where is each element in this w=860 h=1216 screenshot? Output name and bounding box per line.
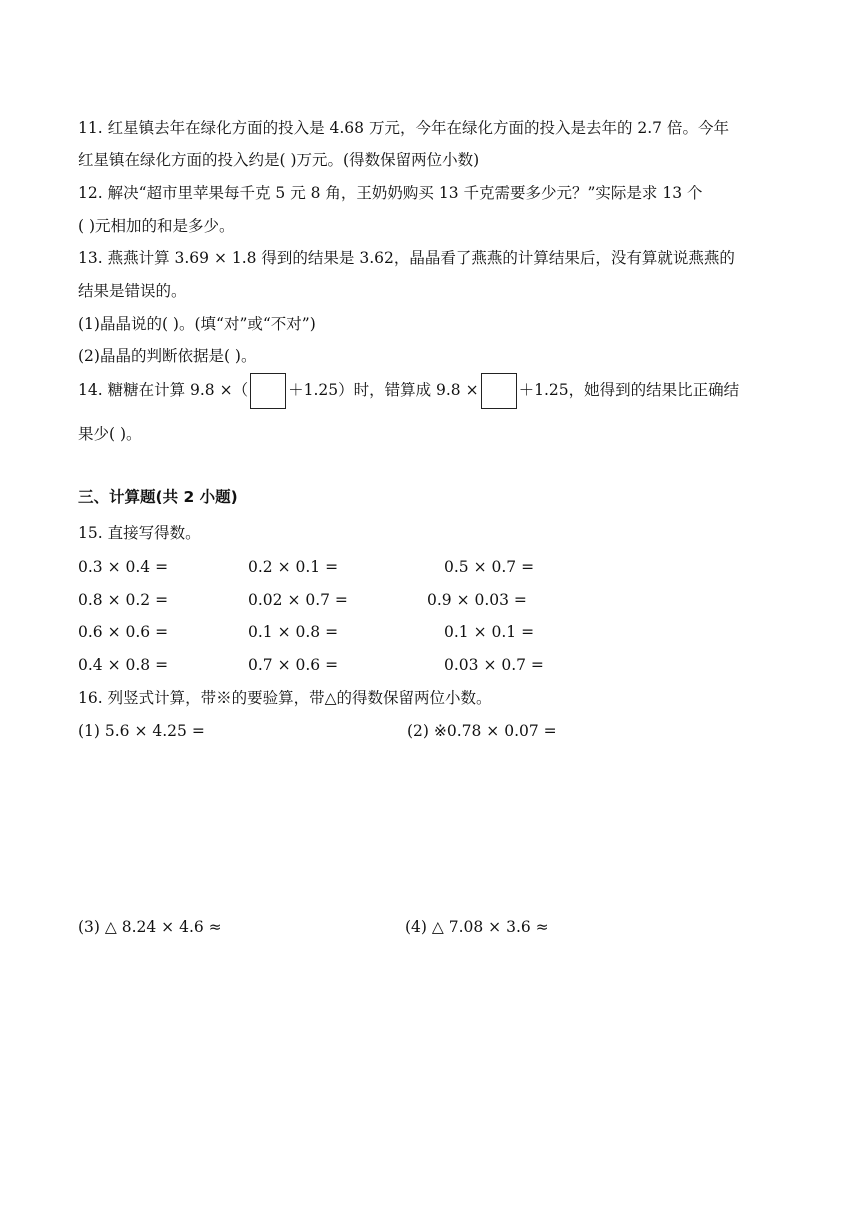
q13-line2: 结果是错误的。 — [78, 282, 187, 300]
q15-cell: 0.2 × 0.1 = — [248, 558, 339, 576]
q16-item: (1) 5.6 × 4.25 = — [78, 722, 205, 740]
q14-part1: 14. 糖糖在计算 9.8 ×（ — [78, 381, 249, 399]
q14-part2: ＋1.25）时，错算成 9.8 × — [288, 381, 479, 399]
q15-cell: 0.03 × 0.7 = — [444, 656, 544, 674]
q11-line1: 11. 红星镇去年在绿化方面的投入是 4.68 万元，今年在绿化方面的投入是去年的 2.7 倍。今年 — [78, 119, 729, 137]
q12-line2: ( )元相加的和是多少。 — [78, 217, 235, 235]
q15-cell: 0.7 × 0.6 = — [248, 656, 339, 674]
q16-item: (4) △ 7.08 × 3.6 ≈ — [405, 918, 549, 936]
q16-item: (3) △ 8.24 × 4.6 ≈ — [78, 918, 222, 936]
q13-sub2: (2)晶晶的判断依据是( )。 — [78, 347, 257, 365]
q15-cell: 0.9 × 0.03 = — [427, 591, 527, 609]
q13-line1: 13. 燕燕计算 3.69 × 1.8 得到的结果是 3.62，晶晶看了燕燕的计算结果后，没有算就说燕燕的 — [78, 249, 735, 267]
q15-cell: 0.8 × 0.2 = — [78, 591, 169, 609]
q12-line1: 12. 解决“超市里苹果每千克 5 元 8 角，王奶奶购买 13 千克需要多少元？”实际是求 13 个 — [78, 184, 703, 202]
q15-cell: 0.1 × 0.1 = — [444, 623, 535, 641]
q13-sub1: (1)晶晶说的( )。(填“对”或“不对”) — [78, 315, 316, 333]
q14-part3: ＋1.25，她得到的结果比正确结 — [518, 381, 740, 399]
q15-cell: 0.1 × 0.8 = — [248, 623, 339, 641]
q15-cell: 0.6 × 0.6 = — [78, 623, 169, 641]
q14-line1 — [78, 371, 739, 409]
answer-box-1[interactable] — [250, 373, 286, 409]
q15-cell: 0.4 × 0.8 = — [78, 656, 169, 674]
q15-title: 15. 直接写得数。 — [78, 524, 201, 542]
q15-cell: 0.02 × 0.7 = — [248, 591, 348, 609]
section-title: 三、计算题(共 2 小题) — [78, 488, 238, 506]
q14-line2: 果少( )。 — [78, 425, 142, 443]
q11-line2: 红星镇在绿化方面的投入约是( )万元。(得数保留两位小数) — [78, 151, 480, 169]
q16-item: (2) ※0.78 × 0.07 = — [407, 722, 557, 740]
q15-cell: 0.3 × 0.4 = — [78, 558, 169, 576]
q15-cell: 0.5 × 0.7 = — [444, 558, 535, 576]
q16-title: 16. 列竖式计算，带※的要验算，带△的得数保留两位小数。 — [78, 689, 492, 707]
answer-box-2[interactable] — [481, 373, 517, 409]
